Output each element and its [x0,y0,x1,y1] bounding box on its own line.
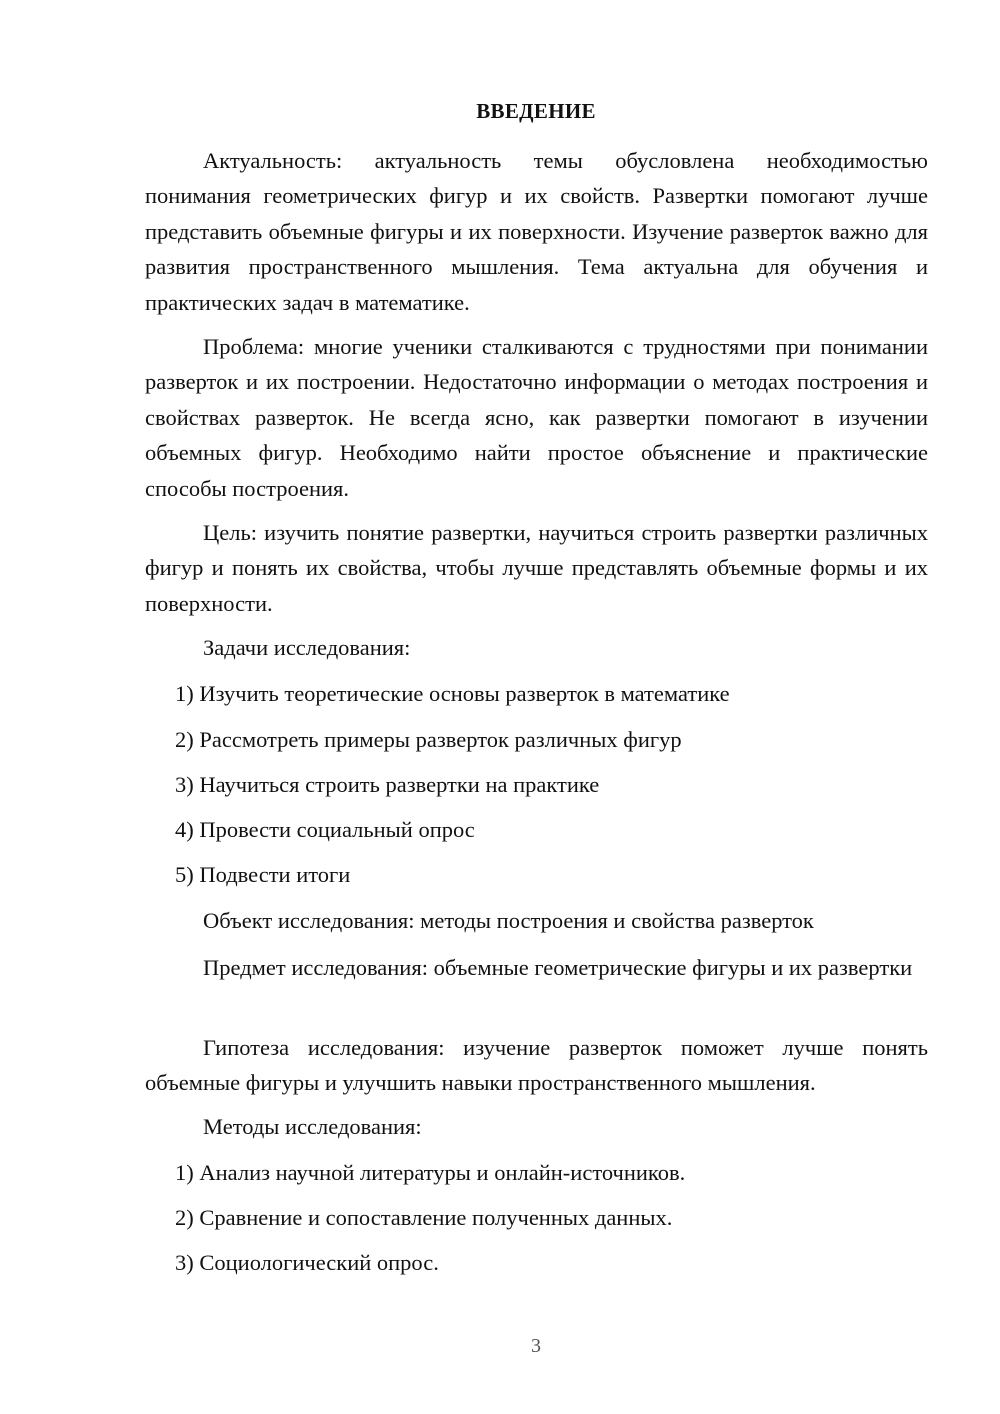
relevance-paragraph: Актуальность: актуальность темы обусловлена необходимостью понимания геометрических фигур и их свойств. Развертки помогают лучше представить объемные фигуры и их поверхности. Изучение разверток важно для развития пространственного мышления. Тема актуальна для обучения и практических задач в математике. [145,148,928,315]
page-number: 3 [531,1335,541,1357]
tasks-heading: Задачи исследования: [203,635,411,660]
task-item-1: 1) Изучить теоретические основы разверток в математике [175,681,730,706]
methods-heading: Методы исследования: [203,1114,422,1139]
task-item-5: 5) Подвести итоги [175,862,351,887]
goal-paragraph: Цель: изучить понятие развертки, научиться строить развертки различных фигур и понять их свойства, чтобы лучше представлять объемные формы и их поверхности. [145,520,928,616]
method-item-3: 3) Социологический опрос. [175,1250,439,1275]
object-line: Объект исследования: методы построения и свойства разверток [203,908,814,933]
page-title: ВВЕДЕНИЕ [476,99,596,123]
problem-paragraph: Проблема: многие ученики сталкиваются с трудностями при понимании разверток и их построении. Недостаточно информации о методах построения и свойствах разверток. Не всегда ясно, как развертки помогают в изучении объемных фигур. Необходимо найти простое объяснение и практические способы построения. [145,334,928,501]
task-item-2: 2) Рассмотреть примеры разверток различных фигур [175,727,682,752]
hypothesis-paragraph: Гипотеза исследования: изучение разверток поможет лучше понять объемные фигуры и улучшить навыки пространственного мышления. [145,1035,928,1096]
method-item-2: 2) Сравнение и сопоставление полученных данных. [175,1205,673,1230]
task-item-3: 3) Научиться строить развертки на практике [175,772,600,797]
task-item-4: 4) Провести социальный опрос [175,817,475,842]
method-item-1: 1) Анализ научной литературы и онлайн-источников. [175,1160,686,1185]
subject-paragraph: Предмет исследования: объемные геометрические фигуры и их развертки [203,955,913,980]
